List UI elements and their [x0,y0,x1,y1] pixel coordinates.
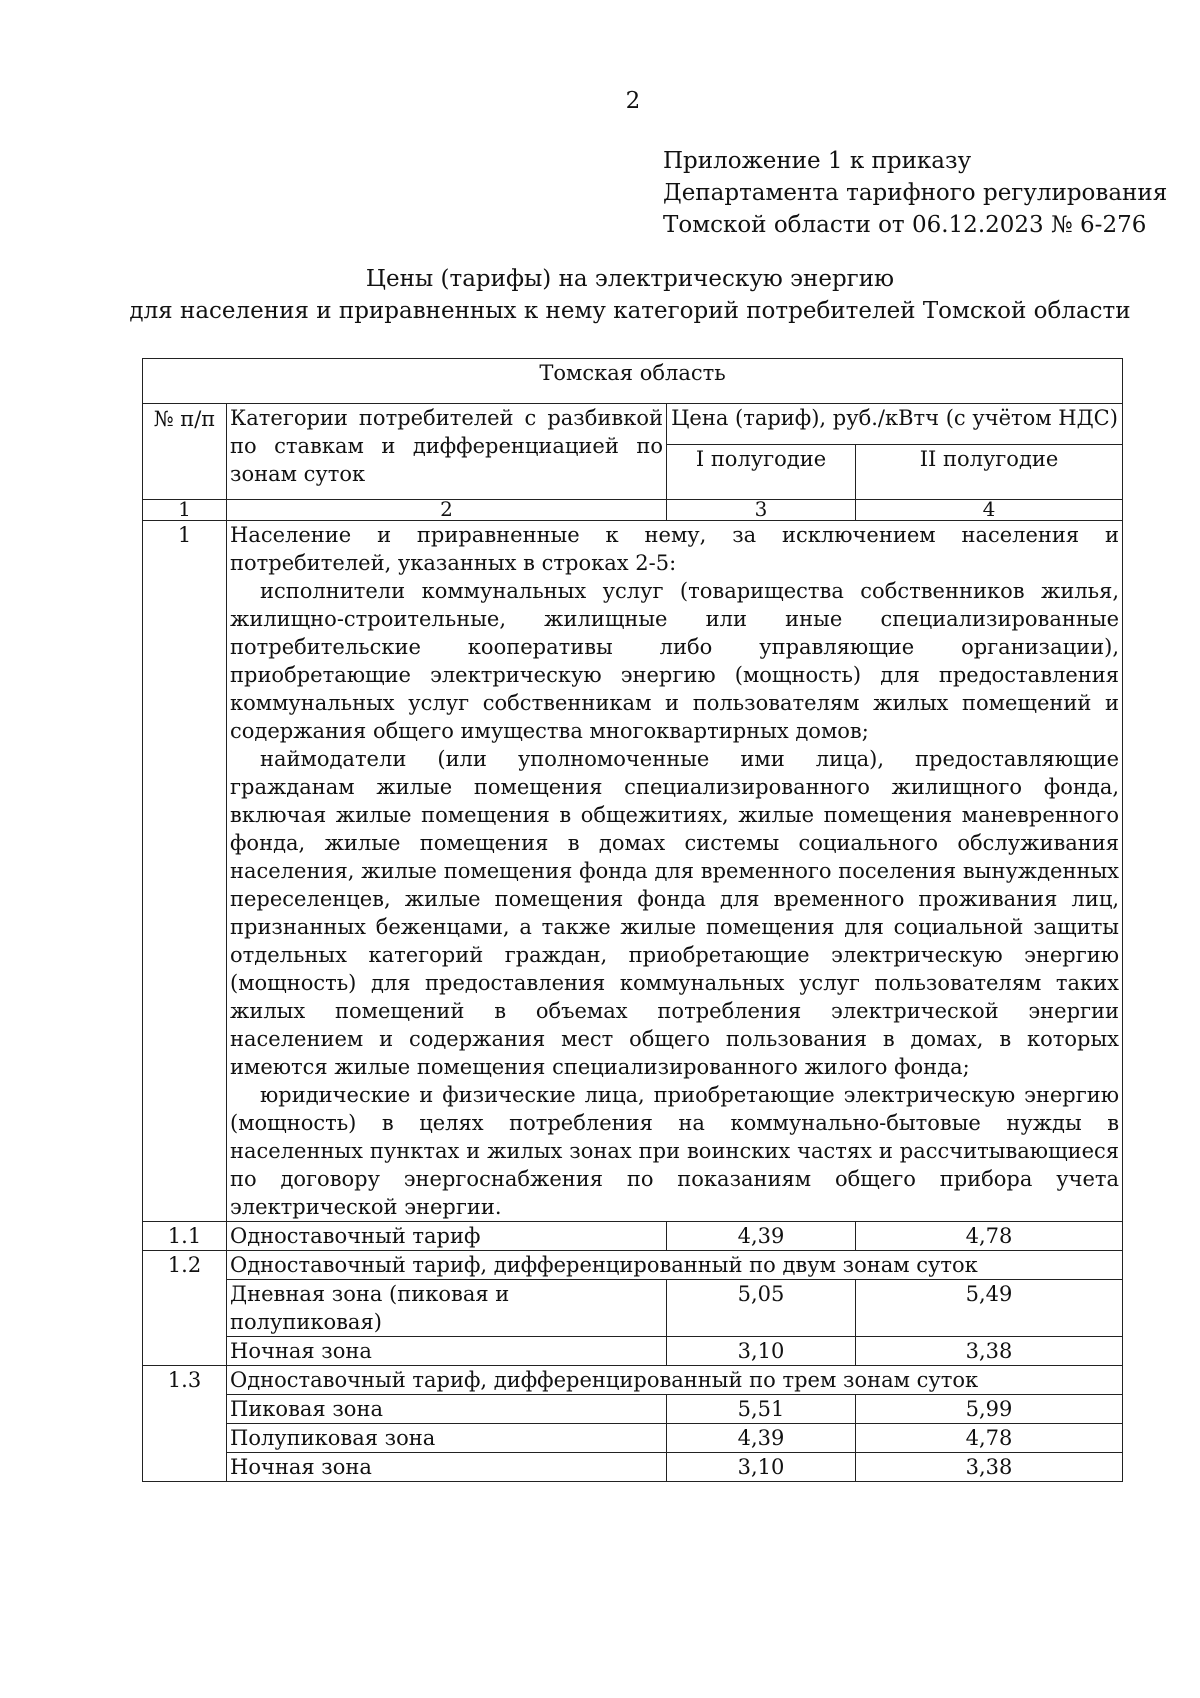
row-1-3-zone [143,1395,1123,1424]
column-index: 2 [227,500,667,521]
zone-label: Дневная зона (пиковая и полупиковая) [227,1280,667,1337]
row-1-3-zone [143,1424,1123,1453]
row-1-3-label: Одноставочный тариф, дифференцированный по трем зонам суток [227,1366,1123,1395]
row-1-1-half-2: 4,78 [856,1222,1123,1251]
row-1-1-label: Одноставочный тариф [227,1222,667,1251]
row-1 [143,521,1123,1222]
column-index-row [143,500,1123,521]
zone-half-1: 5,51 [667,1395,856,1424]
region-row [143,359,1123,404]
zone-label: Полупиковая зона [227,1424,667,1453]
row-1-para-2: исполнители коммунальных услуг (товарищества собственников жилья, жилищно-строительные, жилищные или иные специализированные потребительские кооперативы либо управляющие организации), приобретающие электрическую энергию (мощность) для предоставления коммунальных услуг собственникам и пользователям жилых помещений и содержания общего имущества многоквартирных домов; [230,579,1120,743]
region-cell: Томская область [143,359,1123,404]
zone-half-2: 5,49 [856,1280,1123,1337]
header-price: Цена (тариф), руб./кВтч (с учётом НДС) [667,404,1123,445]
appendix-line-2: Департамента тарифного регулирования [663,180,1168,206]
row-1-1-half-1: 4,39 [667,1222,856,1251]
row-1-1-num: 1.1 [143,1222,227,1251]
row-1-3-zone [143,1453,1123,1482]
title-line-2: для населения и приравненных к нему категорий потребителей Томской области [129,298,1131,324]
header-row [143,404,1123,445]
row-1-2 [143,1251,1123,1280]
row-1-3-num: 1.3 [143,1366,227,1482]
column-index: 3 [667,500,856,521]
zone-label: Пиковая зона [227,1395,667,1424]
zone-half-2: 3,38 [856,1453,1123,1482]
row-1-num: 1 [143,521,227,1222]
column-index: 1 [143,500,227,521]
row-1-1 [143,1222,1123,1251]
row-1-description [227,521,1123,1222]
zone-half-2: 4,78 [856,1424,1123,1453]
header-num: № п/п [143,404,227,500]
row-1-3 [143,1366,1123,1395]
document-title [0,263,1200,327]
zone-label: Ночная зона [227,1453,667,1482]
tariff-table [142,358,1123,1482]
zone-half-1: 3,10 [667,1337,856,1366]
column-index: 4 [856,500,1123,521]
header-half-2: II полугодие [856,445,1123,500]
row-1-para-3: наймодатели (или уполномоченные ими лица), предоставляющие гражданам жилые помещения специализированного жилищного фонда, включая жилые помещения в общежитиях, жилые помещения маневренного фонда, жилые помещения в домах системы социального обслуживания населения, жилые помещения фонда для временного поселения вынужденных переселенцев, жилые помещения фонда для временного проживания лиц, признанных беженцами, а также жилые помещения для социальной защиты отдельных категорий граждан, приобретающие электрическую энергию (мощность) для предоставления коммунальных услуг пользователям таких жилых помещений в объемах потребления электрической энергии населением и содержания мест общего пользования в домах, в которых имеются жилые помещения специализированного жилого фонда; [230,747,1120,1079]
page-number: 2 [625,88,641,114]
row-1-2-zone [143,1280,1123,1337]
zone-half-1: 5,05 [667,1280,856,1337]
zone-half-2: 5,99 [856,1395,1123,1424]
row-1-para-4: юридические и физические лица, приобретающие электрическую энергию (мощность) в целях потребления на коммунально-бытовые нужды в населенных пунктах и жилых зонах при воинских частях и рассчитывающиеся по договору энергоснабжения по показаниям общего прибора учета электрической энергии. [230,1083,1120,1219]
row-1-2-label: Одноставочный тариф, дифференцированный по двум зонам суток [227,1251,1123,1280]
row-1-2-num: 1.2 [143,1251,227,1366]
zone-label: Ночная зона [227,1337,667,1366]
zone-half-2: 3,38 [856,1337,1123,1366]
header-half-1: I полугодие [667,445,856,500]
appendix-line-1: Приложение 1 к приказу [663,148,972,174]
header-category: Категории потребителей с разбивкой по ставкам и дифференциацией по зонам суток [227,404,667,500]
title-line-1: Цены (тарифы) на электрическую энергию [365,266,895,292]
zone-half-1: 3,10 [667,1453,856,1482]
row-1-2-zone [143,1337,1123,1366]
appendix-line-3: Томской области от 06.12.2023 № 6-276 [663,212,1147,238]
appendix-note [663,145,1168,241]
row-1-para-1: Население и приравненные к нему, за исключением населения и потребителей, указанных в строках 2-5: [230,523,1120,575]
zone-half-1: 4,39 [667,1424,856,1453]
